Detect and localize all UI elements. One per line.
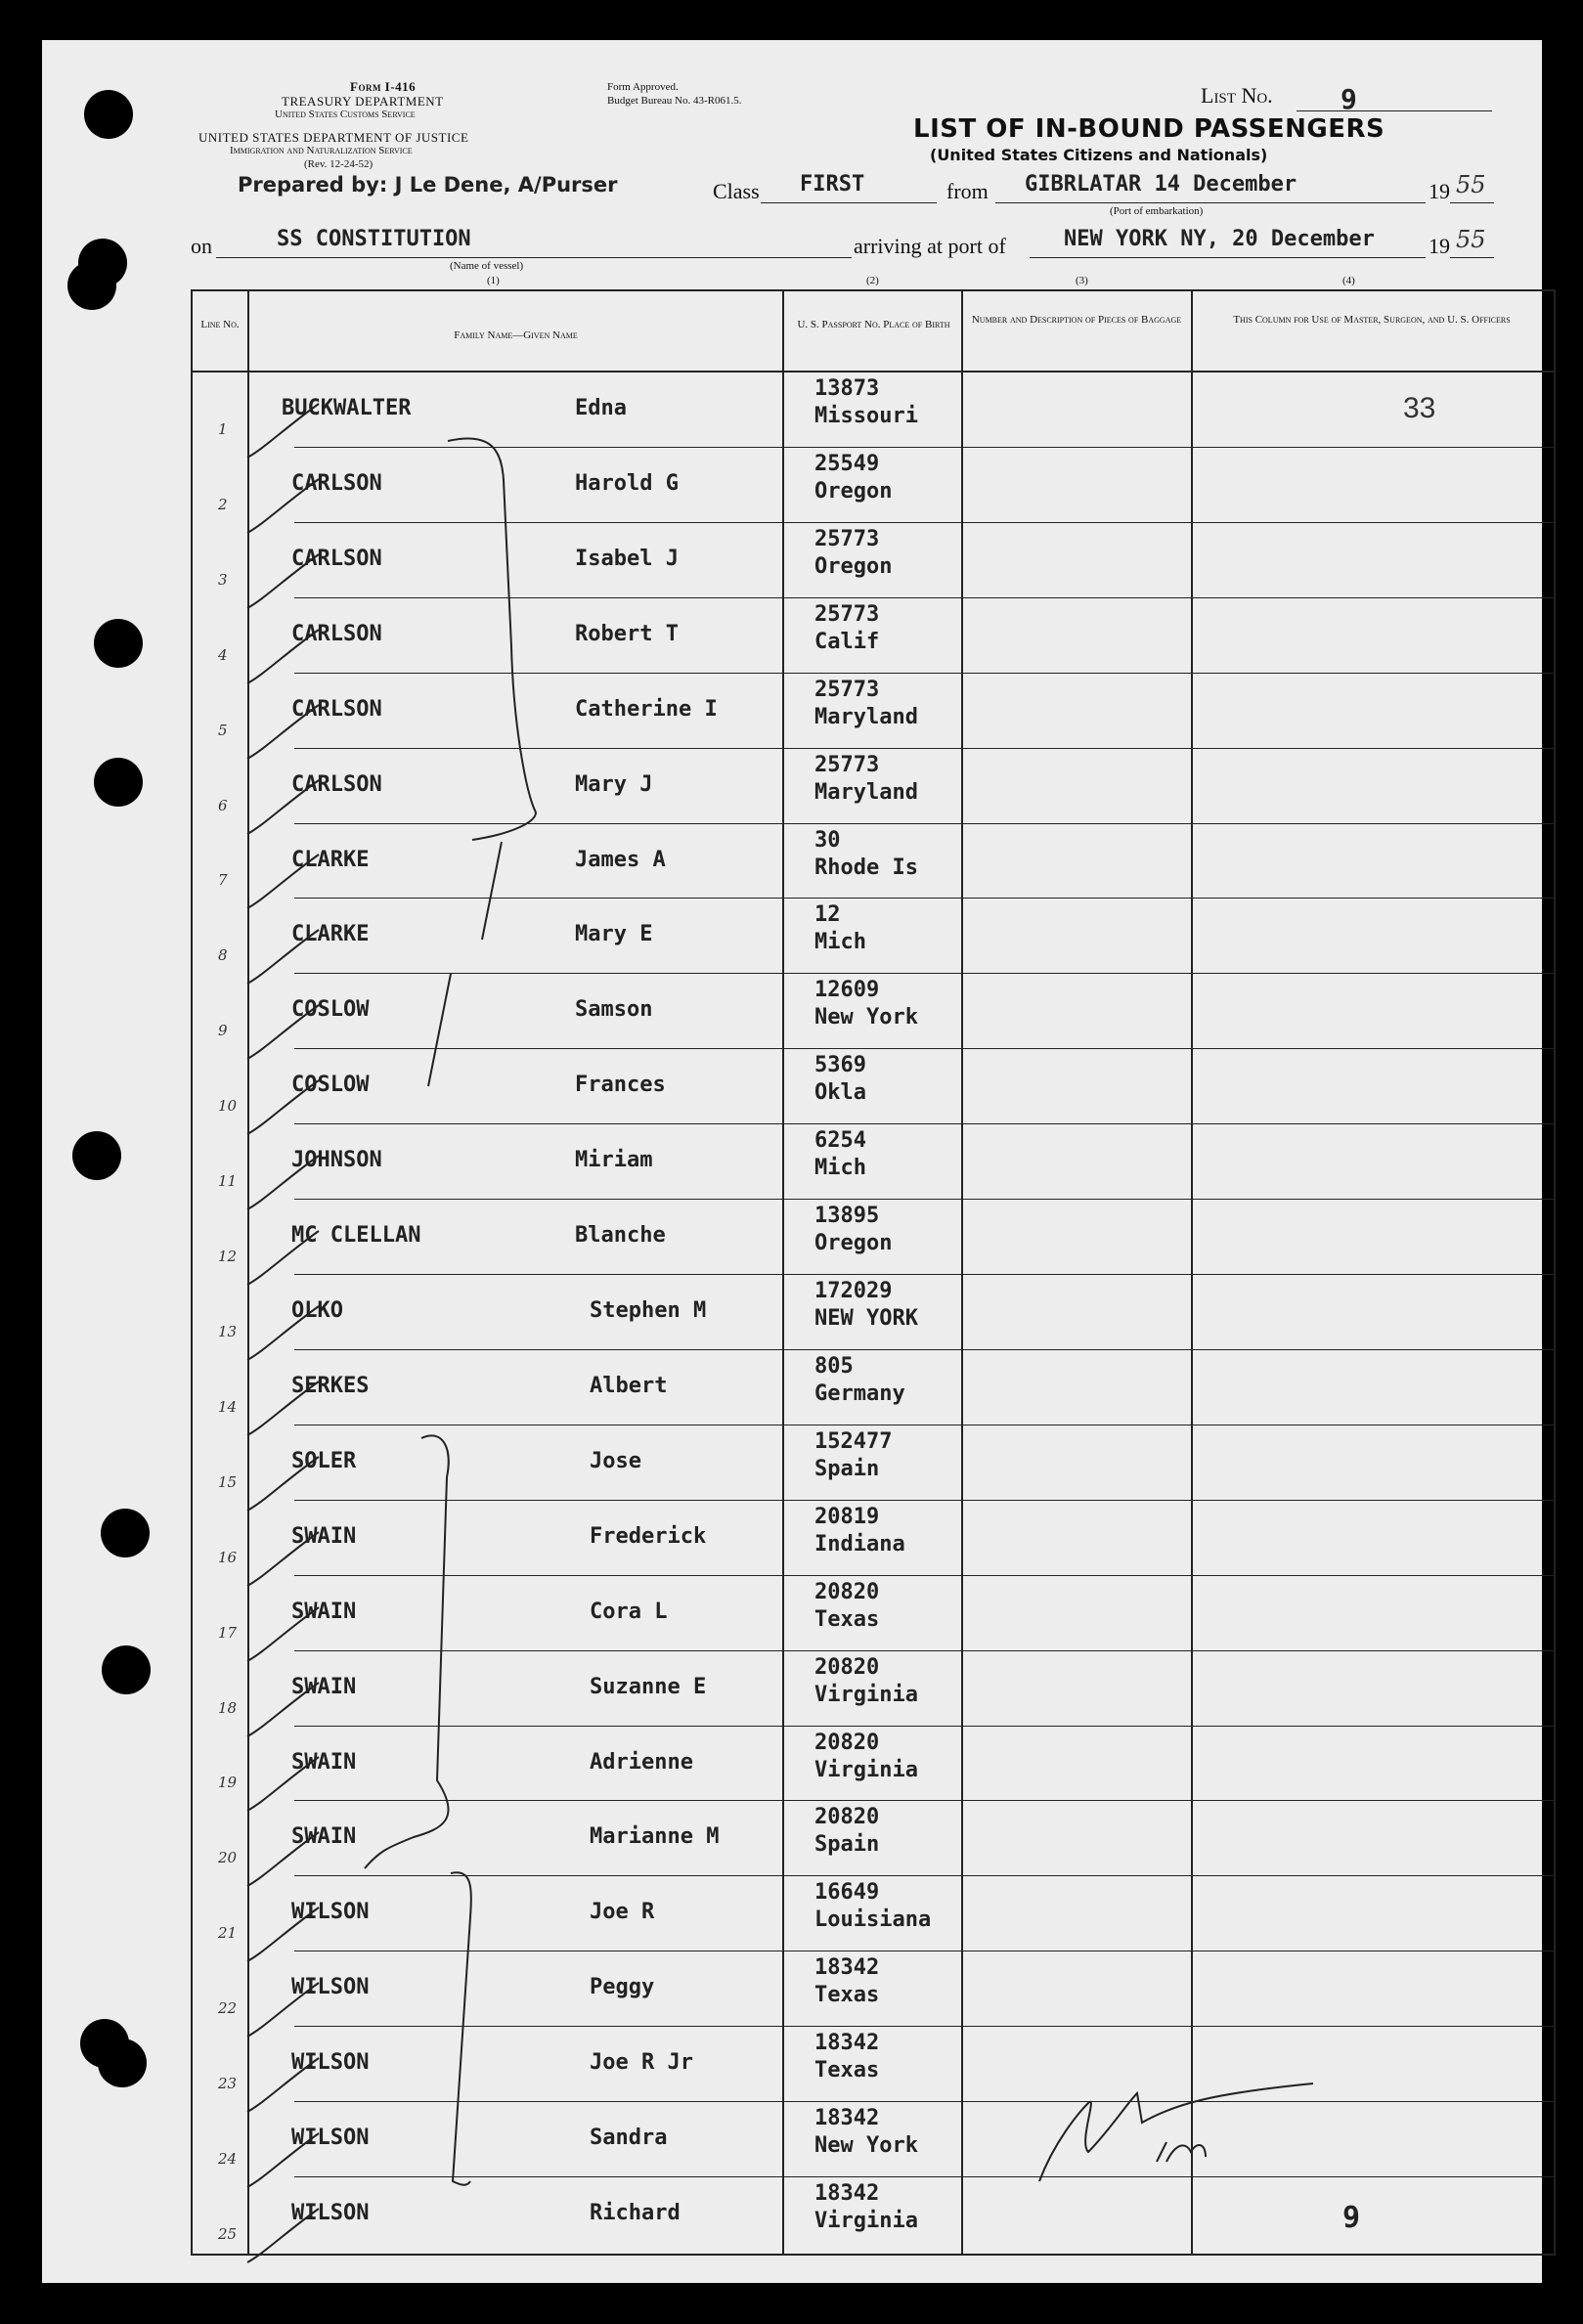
family-name: CARLSON xyxy=(291,771,382,797)
header-name: Family Name—Given Name xyxy=(454,329,578,341)
binder-hole xyxy=(98,2039,147,2087)
line-number: 25 xyxy=(218,2224,238,2243)
passport-number: 12 xyxy=(814,902,841,928)
passport-number: 25773 xyxy=(814,677,880,702)
passport-number: 20820 xyxy=(814,1579,880,1604)
list-no-label: List No. xyxy=(1201,83,1273,108)
footer-list-no: 9 xyxy=(1342,2201,1361,2235)
family-name: CLARKE xyxy=(291,847,370,872)
given-name: Sandra xyxy=(590,2126,668,2151)
place-of-birth: Texas xyxy=(814,1983,880,2008)
given-name: Frances xyxy=(575,1073,666,1098)
form-title: LIST OF IN-BOUND PASSENGERS xyxy=(913,114,1385,144)
line-number: 4 xyxy=(218,645,228,664)
passport-number: 20820 xyxy=(814,1654,880,1680)
place-of-birth: Oregon xyxy=(814,553,893,579)
given-name: Stephen M xyxy=(590,1298,707,1324)
vessel-note: (Name of vessel) xyxy=(450,260,524,272)
line-number: 19 xyxy=(218,1774,238,1792)
place-of-birth: Maryland xyxy=(814,779,918,805)
handwritten-marks xyxy=(42,40,1542,2283)
family-name: SWAIN xyxy=(291,1599,357,1624)
col-num-2: (2) xyxy=(866,275,879,286)
given-name: Suzanne E xyxy=(590,1674,707,1699)
line-number: 13 xyxy=(218,1322,238,1340)
given-name: Edna xyxy=(575,396,627,420)
family-name: SOLER xyxy=(291,1448,357,1473)
place-of-birth: Virginia xyxy=(814,1757,918,1782)
passport-number: 805 xyxy=(814,1353,854,1379)
family-name: CLARKE xyxy=(291,922,370,947)
passport-number: 6254 xyxy=(814,1128,866,1154)
treasury-dept: TREASURY DEPARTMENT xyxy=(282,94,444,109)
given-name: Catherine I xyxy=(575,696,718,722)
place-of-birth: Missouri xyxy=(814,404,918,428)
family-name: OLKO xyxy=(291,1298,343,1324)
passport-number: 13873 xyxy=(814,376,880,401)
place-of-birth: New York xyxy=(814,2133,918,2159)
given-name: James A xyxy=(575,847,666,872)
line-number: 8 xyxy=(218,946,228,965)
year-value-2: 55 xyxy=(1456,226,1486,253)
place-of-birth: Indiana xyxy=(814,1531,905,1557)
justice-dept: UNITED STATES DEPARTMENT OF JUSTICE xyxy=(198,130,469,145)
line-number: 9 xyxy=(218,1022,228,1040)
family-name: CARLSON xyxy=(291,470,382,496)
line-number: 6 xyxy=(218,796,228,814)
line-number: 20 xyxy=(218,1849,238,1867)
customs-service: United States Customs Service xyxy=(275,109,416,120)
family-name: WILSON xyxy=(291,1975,370,2000)
col-num-1: (1) xyxy=(487,275,500,286)
given-name: Adrienne xyxy=(590,1749,693,1775)
passport-number: 18342 xyxy=(814,2031,880,2056)
header-officers: This Column for Use of Master, Surgeon, and U. S. Officers xyxy=(1233,314,1511,326)
header-line-no: Line No. xyxy=(200,319,240,330)
passport-number: 18342 xyxy=(814,2181,880,2207)
given-name: Richard xyxy=(590,2201,681,2226)
family-name: SERKES xyxy=(291,1373,370,1398)
line-number: 7 xyxy=(218,871,228,890)
on-label: on xyxy=(191,234,212,258)
binder-hole xyxy=(84,90,133,139)
binder-hole xyxy=(72,1131,121,1180)
binder-hole xyxy=(67,261,116,310)
place-of-birth: Oregon xyxy=(814,478,893,504)
place-of-birth: New York xyxy=(814,1005,918,1030)
passport-number: 20820 xyxy=(814,1805,880,1830)
place-of-birth: Germany xyxy=(814,1381,905,1406)
passport-number: 18342 xyxy=(814,1955,880,1981)
given-name: Isabel J xyxy=(575,546,679,571)
line-number: 12 xyxy=(218,1248,238,1266)
given-name: Jose xyxy=(590,1448,641,1473)
family-name: WILSON xyxy=(291,1900,370,1925)
form-subtitle: (United States Citizens and Nationals) xyxy=(930,146,1268,164)
col-num-3: (3) xyxy=(1076,275,1088,286)
line-number: 10 xyxy=(218,1097,238,1116)
embark-note: (Port of embarkation) xyxy=(1110,205,1204,217)
place-of-birth: NEW YORK xyxy=(814,1306,918,1332)
passport-number: 13895 xyxy=(814,1204,880,1229)
given-name: Mary E xyxy=(575,922,653,947)
passport-number: 5369 xyxy=(814,1053,866,1078)
line-number: 15 xyxy=(218,1472,238,1491)
passport-number: 25773 xyxy=(814,601,880,627)
family-name: MC CLELLAN xyxy=(291,1223,421,1249)
from-value: GIBRLATAR 14 December xyxy=(1025,172,1297,197)
prepared-by: Prepared by: J Le Dene, A/Purser xyxy=(238,173,618,197)
family-name: CARLSON xyxy=(291,546,382,571)
year-prefix-2: 19 xyxy=(1429,234,1450,258)
place-of-birth: Maryland xyxy=(814,704,918,729)
year-value-1: 55 xyxy=(1456,171,1486,198)
binder-hole xyxy=(94,619,143,668)
passport-number: 20819 xyxy=(814,1504,880,1529)
family-name: WILSON xyxy=(291,2201,370,2226)
passport-number: 172029 xyxy=(814,1279,893,1304)
family-name: WILSON xyxy=(291,2050,370,2076)
place-of-birth: Mich xyxy=(814,930,866,955)
line-number: 3 xyxy=(218,570,228,589)
passport-number: 20820 xyxy=(814,1730,880,1755)
place-of-birth: Virginia xyxy=(814,1682,918,1707)
given-name: Albert xyxy=(590,1373,668,1398)
passport-number: 12609 xyxy=(814,978,880,1003)
place-of-birth: Louisiana xyxy=(814,1907,932,1933)
line-number: 22 xyxy=(218,1999,238,2018)
line-number: 16 xyxy=(218,1548,238,1566)
passport-number: 18342 xyxy=(814,2106,880,2131)
given-name: Robert T xyxy=(575,621,679,646)
line-number: 2 xyxy=(218,495,228,513)
col-num-4: (4) xyxy=(1342,275,1355,286)
given-name: Miriam xyxy=(575,1148,653,1173)
year-prefix-1: 19 xyxy=(1429,179,1450,203)
line-number: 11 xyxy=(218,1172,238,1191)
family-name: SWAIN xyxy=(291,1523,357,1549)
budget-bureau: Budget Bureau No. 43-R061.5. xyxy=(607,95,742,107)
line-number: 24 xyxy=(218,2150,238,2169)
line-number: 1 xyxy=(218,419,228,438)
given-name: Blanche xyxy=(575,1223,666,1249)
header-baggage: Number and Description of Pieces of Baggage xyxy=(971,314,1182,326)
family-name: WILSON xyxy=(291,2126,370,2151)
family-name: SWAIN xyxy=(291,1749,357,1775)
given-name: Joe R xyxy=(590,1900,655,1925)
ins-service: Immigration and Naturalization Service xyxy=(230,145,413,156)
binder-hole xyxy=(94,758,143,807)
form-approved: Form Approved. xyxy=(607,81,679,93)
passport-number: 152477 xyxy=(814,1428,893,1454)
list-no-value: 9 xyxy=(1341,83,1357,115)
given-name: Joe R Jr xyxy=(590,2050,693,2076)
family-name: COSLOW xyxy=(291,1073,370,1098)
passport-number: 25773 xyxy=(814,752,880,777)
passport-number: 25773 xyxy=(814,526,880,551)
place-of-birth: Okla xyxy=(814,1080,866,1106)
class-label: Class xyxy=(713,179,760,203)
family-name: CARLSON xyxy=(291,621,382,646)
passport-number: 16649 xyxy=(814,1880,880,1906)
place-of-birth: Mich xyxy=(814,1156,866,1181)
given-name: Samson xyxy=(575,997,653,1023)
arriving-label: arriving at port of xyxy=(854,234,1006,258)
officer-note: 33 xyxy=(1403,392,1436,424)
class-value: FIRST xyxy=(800,172,865,197)
family-name: BUCKWALTER xyxy=(282,396,412,420)
line-number: 5 xyxy=(218,721,228,739)
from-label: from xyxy=(946,179,989,203)
place-of-birth: Spain xyxy=(814,1456,880,1481)
place-of-birth: Spain xyxy=(814,1832,880,1858)
document-sheet xyxy=(42,40,1542,2283)
place-of-birth: Texas xyxy=(814,2058,880,2083)
place-of-birth: Oregon xyxy=(814,1231,893,1256)
given-name: Marianne M xyxy=(590,1824,720,1850)
given-name: Peggy xyxy=(590,1975,655,2000)
family-name: CARLSON xyxy=(291,696,382,722)
line-number: 17 xyxy=(218,1623,238,1642)
family-name: JOHNSON xyxy=(291,1148,382,1173)
vessel-name: SS CONSTITUTION xyxy=(277,227,471,251)
line-number: 21 xyxy=(218,1924,238,1943)
line-number: 23 xyxy=(218,2075,238,2093)
given-name: Mary J xyxy=(575,771,653,797)
place-of-birth: Rhode Is xyxy=(814,855,918,880)
place-of-birth: Virginia xyxy=(814,2209,918,2234)
place-of-birth: Texas xyxy=(814,1606,880,1632)
family-name: SWAIN xyxy=(291,1674,357,1699)
place-of-birth: Calif xyxy=(814,629,880,654)
binder-hole xyxy=(101,1509,150,1557)
binder-hole xyxy=(102,1645,151,1694)
passport-number: 30 xyxy=(814,827,841,853)
line-number: 14 xyxy=(218,1397,238,1416)
given-name: Harold G xyxy=(575,470,679,496)
form-number: Form I-416 xyxy=(350,79,417,94)
revision-date: (Rev. 12-24-52) xyxy=(304,158,374,170)
header-passport: U. S. Passport No. Place of Birth xyxy=(797,319,950,330)
passport-number: 25549 xyxy=(814,451,880,476)
family-name: SWAIN xyxy=(291,1824,357,1850)
given-name: Frederick xyxy=(590,1523,707,1549)
given-name: Cora L xyxy=(590,1599,668,1624)
arrival-value: NEW YORK NY, 20 December xyxy=(1064,227,1375,251)
line-number: 18 xyxy=(218,1698,238,1717)
family-name: COSLOW xyxy=(291,997,370,1023)
